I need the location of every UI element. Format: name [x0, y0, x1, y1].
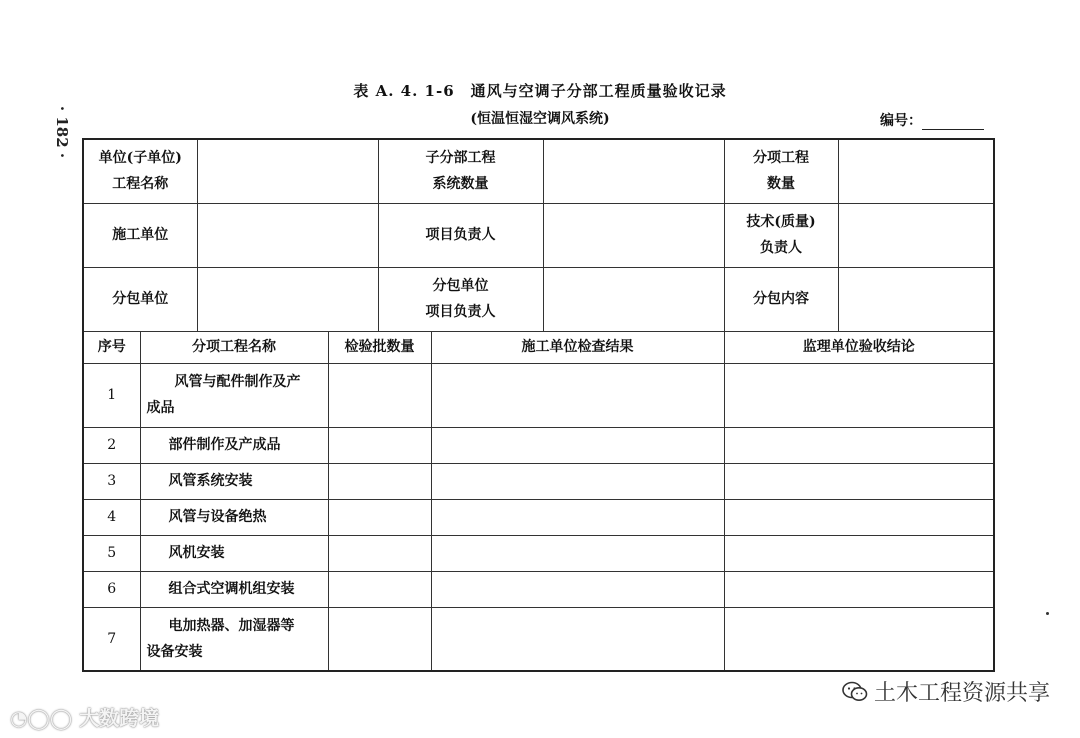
- construction-unit-label: 施工单位: [83, 203, 197, 267]
- supervision-conclusion-cell[interactable]: [724, 535, 994, 571]
- table-row: [83, 535, 994, 571]
- sub-item-name: 部件制作及产成品: [140, 427, 328, 463]
- row-number: 7: [83, 607, 140, 671]
- sub-item-name: 风管与配件制作及产 成品: [140, 363, 328, 427]
- construction-unit-value[interactable]: [197, 203, 378, 267]
- sub-item-name: 风机安装: [140, 535, 328, 571]
- supervision-conclusion-cell[interactable]: [724, 427, 994, 463]
- subcontract-content-value[interactable]: [838, 267, 994, 331]
- sub-item-name: 电加热器、加湿器等 设备安装: [140, 607, 328, 671]
- table-row: [83, 499, 994, 535]
- row-number: 2: [83, 427, 140, 463]
- construction-result-cell[interactable]: [431, 463, 724, 499]
- row-number: 6: [83, 571, 140, 607]
- construction-result-cell[interactable]: [431, 363, 724, 427]
- batch-count-cell[interactable]: [328, 463, 431, 499]
- construction-result-cell[interactable]: [431, 571, 724, 607]
- unit-project-name-value[interactable]: [197, 139, 378, 203]
- subcontractor-label: 分包单位: [83, 267, 197, 331]
- technical-manager-value[interactable]: [838, 203, 994, 267]
- table-row: [83, 363, 994, 427]
- batch-count-cell[interactable]: [328, 571, 431, 607]
- supervision-conclusion-cell[interactable]: [724, 607, 994, 671]
- wechat-icon: [842, 681, 868, 703]
- batch-count-cell[interactable]: [328, 607, 431, 671]
- header-supervision-conclusion: 监理单位验收结论: [724, 331, 994, 363]
- code-label: 编号：: [880, 113, 922, 129]
- batch-count-cell[interactable]: [328, 535, 431, 571]
- table-row: [83, 463, 994, 499]
- project-manager-value[interactable]: [543, 203, 724, 267]
- code-blank[interactable]: [922, 117, 984, 130]
- supervision-conclusion-cell[interactable]: [724, 499, 994, 535]
- batch-count-cell[interactable]: [328, 427, 431, 463]
- subcontractor-value[interactable]: [197, 267, 378, 331]
- watermark-right: 土木工程资源共享: [842, 676, 1050, 707]
- technical-manager-label: 技术(质量) 负责人: [724, 203, 838, 267]
- header-batch-count: 检验批数量: [328, 331, 431, 363]
- table-subtitle: (恒温恒湿空调风系统): [470, 111, 610, 127]
- construction-result-cell[interactable]: [431, 499, 724, 535]
- subcontractor-manager-value[interactable]: [543, 267, 724, 331]
- table-row: [83, 427, 994, 463]
- sub-item-name: 风管系统安装: [140, 463, 328, 499]
- sub-item-name: 组合式空调机组安装: [140, 571, 328, 607]
- subcontract-content-label: 分包内容: [724, 267, 838, 331]
- row-number: 1: [83, 363, 140, 427]
- header-sub-item-name: 分项工程名称: [140, 331, 328, 363]
- watermark-left: ◔◯◯ 大数跨境: [10, 706, 160, 730]
- page-number: · 182 ·: [53, 105, 72, 159]
- subcontractor-manager-label: 分包单位 项目负责人: [378, 267, 543, 331]
- sub-division-count-label: 子分部工程 系统数量: [378, 139, 543, 203]
- table-row: [83, 607, 994, 671]
- batch-count-cell[interactable]: [328, 363, 431, 427]
- supervision-conclusion-cell[interactable]: [724, 571, 994, 607]
- row-number: 5: [83, 535, 140, 571]
- supervision-conclusion-cell[interactable]: [724, 363, 994, 427]
- project-manager-label: 项目负责人: [378, 203, 543, 267]
- batch-count-cell[interactable]: [328, 499, 431, 535]
- supervision-conclusion-cell[interactable]: [724, 463, 994, 499]
- row-number: 4: [83, 499, 140, 535]
- header-seq: 序号: [83, 331, 140, 363]
- sub-division-count-value[interactable]: [543, 139, 724, 203]
- sub-item-count-value[interactable]: [838, 139, 994, 203]
- sub-item-name: 风管与设备绝热: [140, 499, 328, 535]
- sub-item-count-label: 分项工程 数量: [724, 139, 838, 203]
- scan-speck: [1046, 612, 1049, 615]
- construction-result-cell[interactable]: [431, 535, 724, 571]
- table-row: [83, 571, 994, 607]
- watermark-logo-icon: ◔◯◯: [10, 706, 80, 730]
- row-number: 3: [83, 463, 140, 499]
- acceptance-record-table: [82, 138, 995, 672]
- unit-project-name-label: 单位(子单位) 工程名称: [83, 139, 197, 203]
- table-title: 表 A. 4. 1-6 通风与空调子分部工程质量验收记录: [353, 82, 727, 100]
- construction-result-cell[interactable]: [431, 427, 724, 463]
- header-construction-result: 施工单位检查结果: [431, 331, 724, 363]
- construction-result-cell[interactable]: [431, 607, 724, 671]
- code-field: [880, 110, 984, 130]
